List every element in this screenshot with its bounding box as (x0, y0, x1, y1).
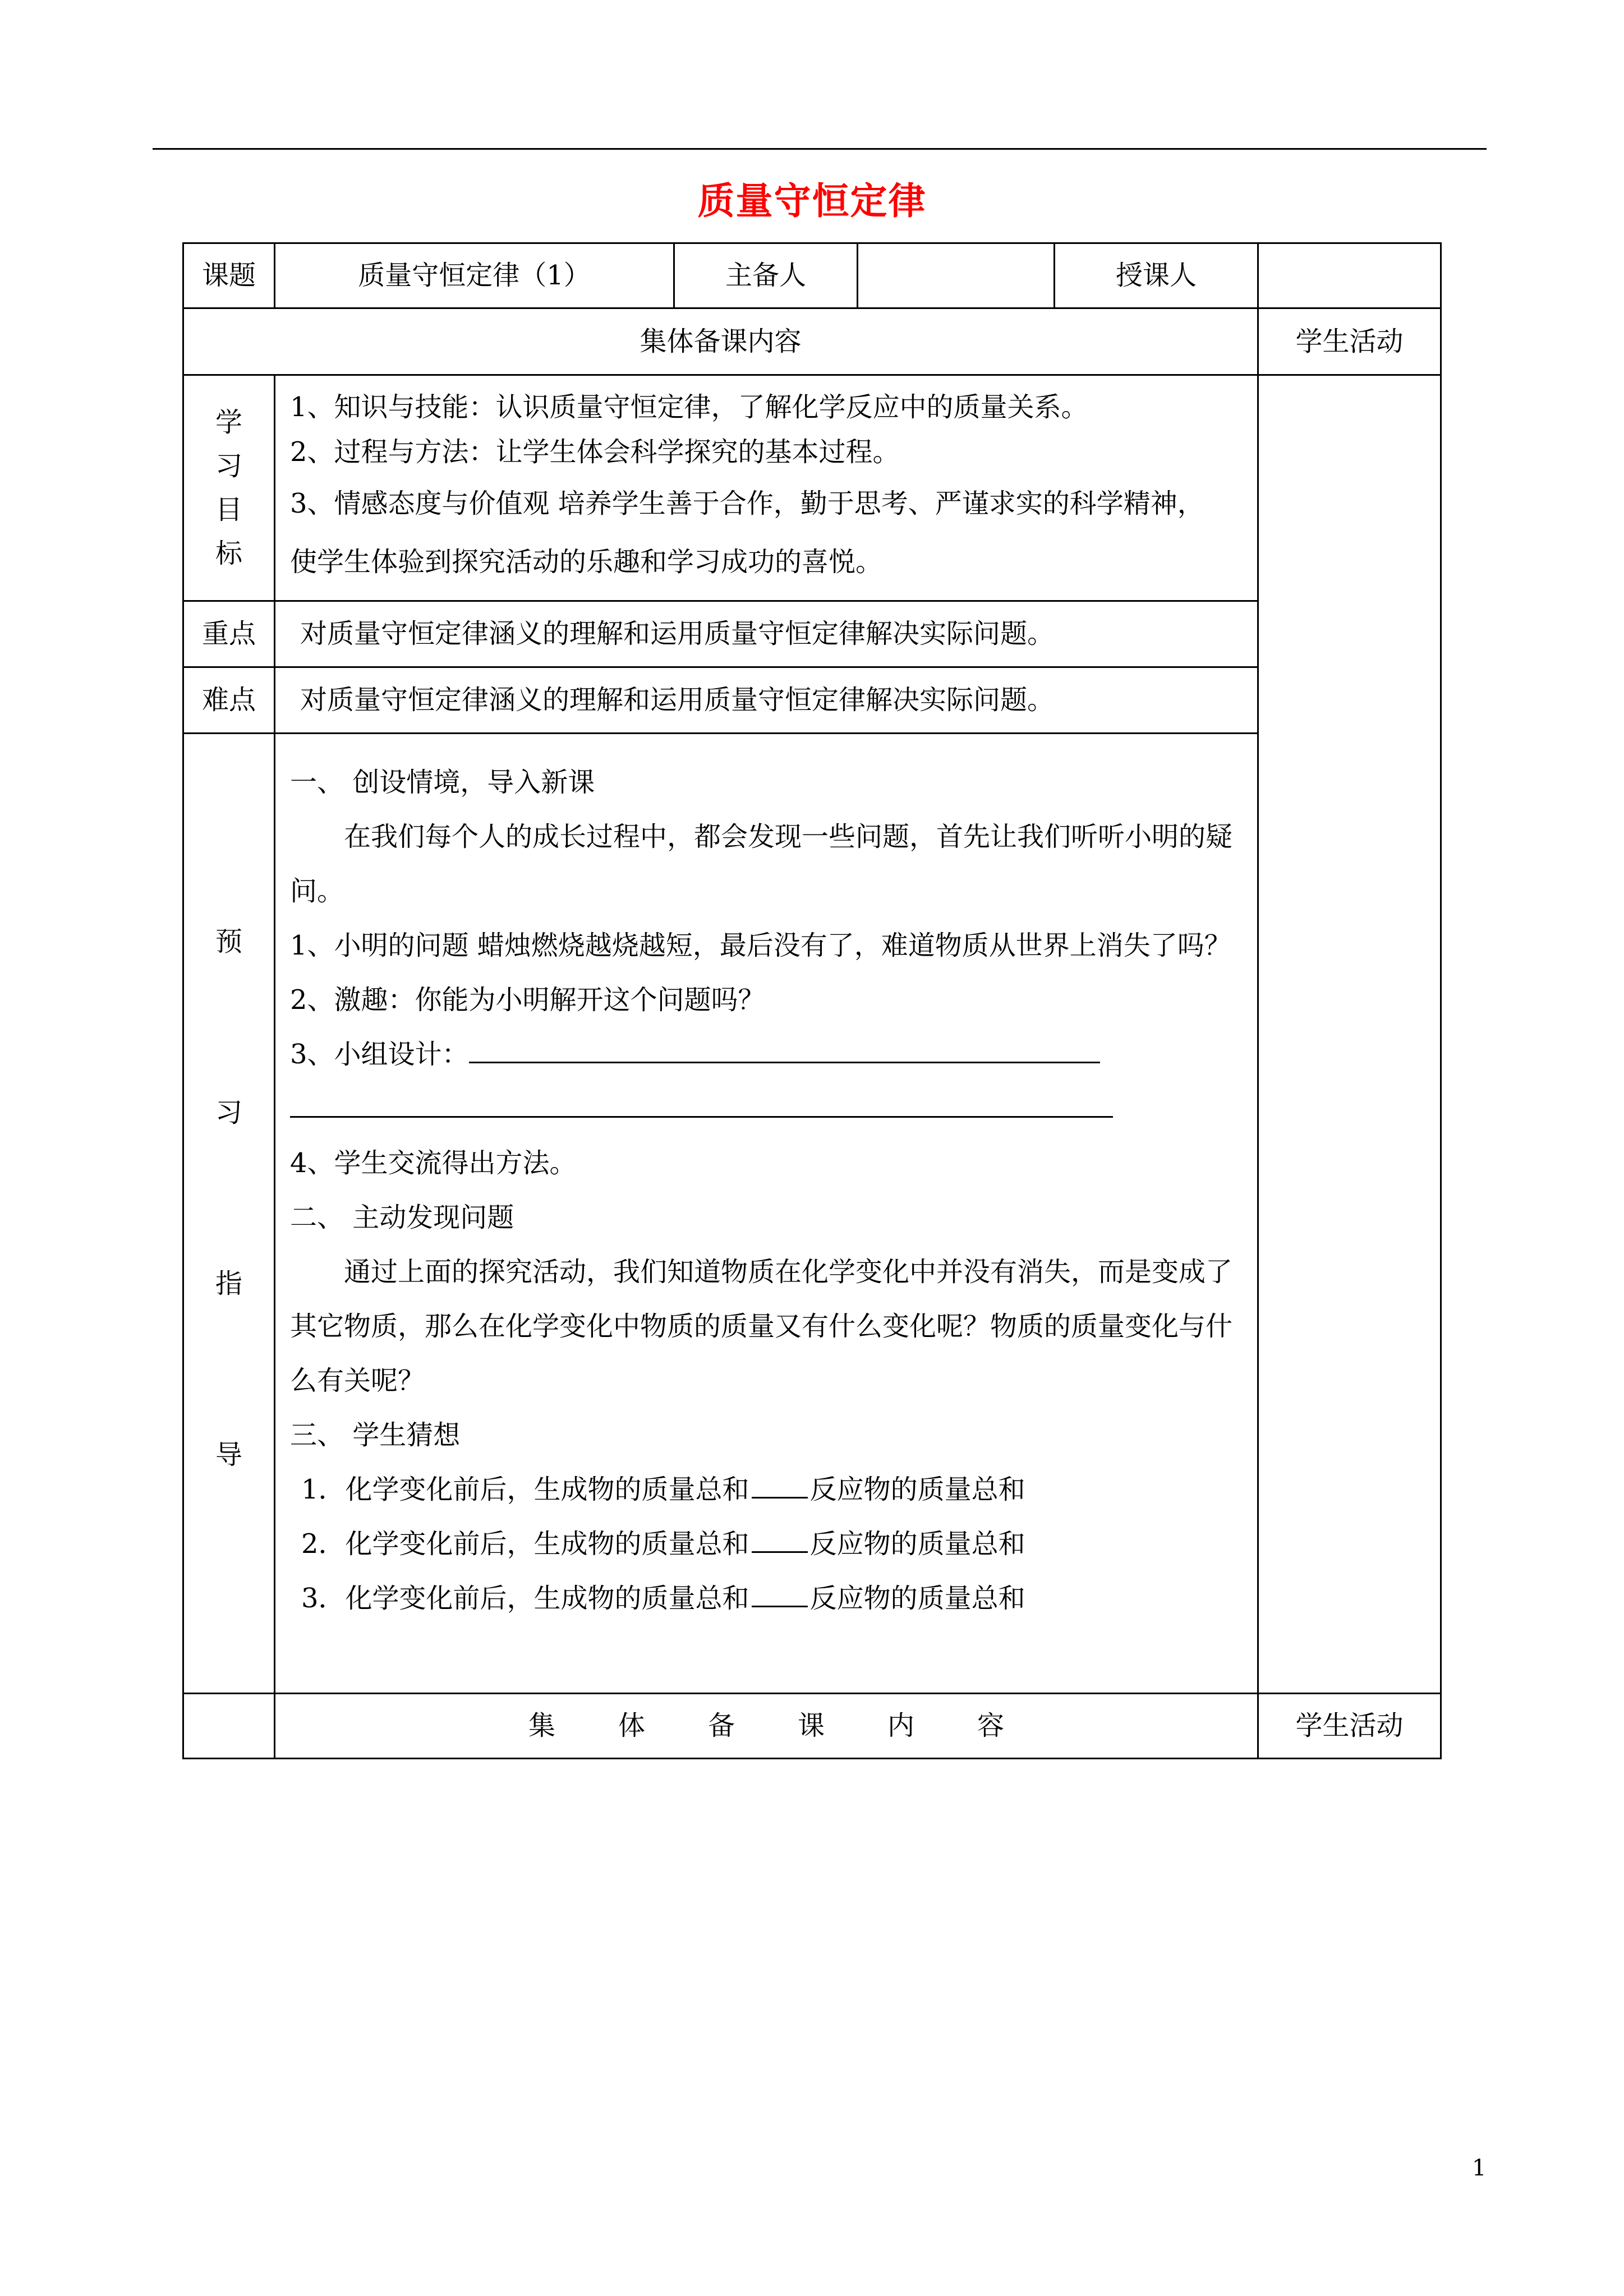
content-header: 集体备课内容 (183, 308, 1258, 375)
section-one-intro: 在我们每个人的成长过程中，都会发现一些问题，首先让我们听听小明的疑问。 (290, 821, 1233, 907)
objective-item: 2、过程与方法：让学生体会科学探究的基本过程。 (290, 436, 900, 468)
footer-content-label: 集体备课内容 (275, 1694, 1258, 1759)
design-blank-row (290, 1082, 1241, 1136)
section-header-row (183, 308, 1441, 375)
teacher-label: 授课人 (1055, 243, 1258, 308)
objectives-content (275, 375, 1258, 601)
hypothesis-blank[interactable] (752, 1525, 808, 1553)
key-point-text: 对质量守恒定律涵义的理解和运用质量守恒定律解决实际问题。 (275, 601, 1258, 667)
preparer-label: 主备人 (674, 243, 858, 308)
page-title: 质量守恒定律 (697, 179, 927, 223)
key-point-row (183, 601, 1441, 667)
hypothesis-item: 1．化学变化前后，生成物的质量总和 反应物的质量总和 (290, 1463, 1241, 1517)
preparer-value (858, 243, 1055, 308)
page-number: 1 (1472, 2155, 1487, 2181)
section-two-text: 通过上面的探究活动，我们知道物质在化学变化中并没有消失，而是变成了其它物质，那么在化学变化中物质的质量又有什么变化呢？物质的质量变化与什么有关呢？ (290, 1256, 1233, 1396)
section-one-heading: 一、 创设情境，导入新课 (290, 767, 595, 798)
design-blank-line-2[interactable] (290, 1090, 1113, 1118)
guide-content (275, 734, 1258, 1694)
design-blank-line[interactable] (469, 1036, 1100, 1063)
difficulty-text: 对质量守恒定律涵义的理解和运用质量守恒定律解决实际问题。 (275, 667, 1258, 734)
difficulty-row (183, 667, 1441, 734)
question-three: 3、小组设计： (290, 1027, 1241, 1082)
guide-label: 预 习 指 导 (183, 734, 275, 1694)
question-one: 1、小明的问题 蜡烛燃烧越烧越短，最后没有了，难道物质从世界上消失了吗？ (290, 930, 1231, 961)
footer-row (183, 1694, 1441, 1759)
header-rule (153, 148, 1487, 150)
section-two-heading: 二、 主动发现问题 (290, 1202, 514, 1233)
objectives-row (183, 375, 1441, 601)
header-row (183, 243, 1441, 308)
difficulty-label: 难点 (183, 667, 275, 734)
activity-header: 学生活动 (1258, 308, 1441, 375)
student-activity-cell (1258, 375, 1441, 1694)
objective-item: 3、情感态度与价值观 培养学生善于合作，勤于思考、严谨求实的科学精神， (290, 488, 1204, 519)
topic-value: 质量守恒定律（1） (275, 243, 674, 308)
footer-empty-cell (183, 1694, 275, 1759)
topic-label: 课题 (183, 243, 275, 308)
lesson-plan-table (182, 242, 1442, 1759)
guide-row (183, 734, 1441, 1694)
hypothesis-item: 3．化学变化前后，生成物的质量总和 反应物的质量总和 (290, 1571, 1241, 1626)
question-four: 4、学生交流得出方法。 (290, 1147, 577, 1179)
footer-activity-label: 学生活动 (1258, 1694, 1441, 1759)
hypothesis-blank[interactable] (752, 1471, 808, 1499)
objectives-label: 学 习 目 标 (183, 375, 275, 601)
objective-item: 使学生体验到探究活动的乐趣和学习成功的喜悦。 (290, 546, 883, 578)
objective-item: 1、知识与技能：认识质量守恒定律，了解化学反应中的质量关系。 (290, 391, 1088, 423)
hypothesis-item: 2．化学变化前后，生成物的质量总和 反应物的质量总和 (290, 1517, 1241, 1571)
key-point-label: 重点 (183, 601, 275, 667)
hypothesis-blank[interactable] (752, 1580, 808, 1607)
question-two: 2、激趣：你能为小明解开这个问题吗？ (290, 984, 765, 1016)
section-three-heading: 三、 学生猜想 (290, 1419, 461, 1451)
teacher-value (1258, 243, 1441, 308)
